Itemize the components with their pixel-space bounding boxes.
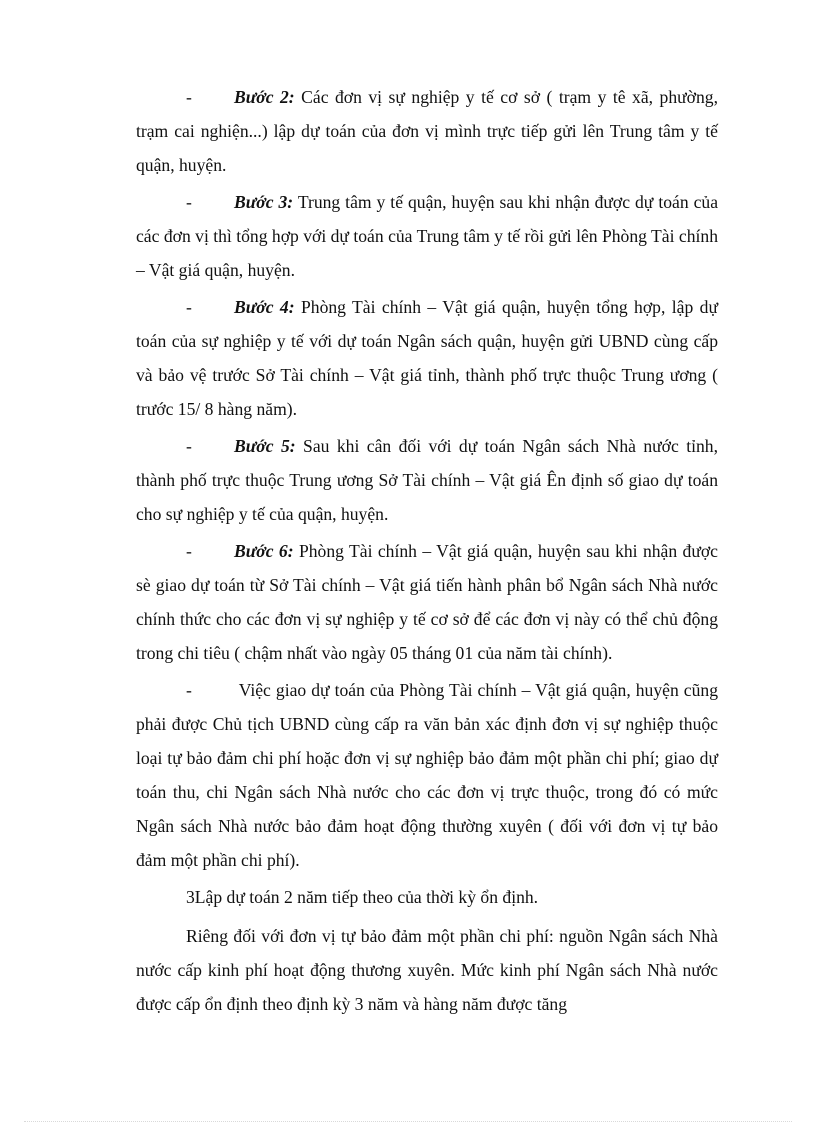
bullet-dash: - [186, 541, 192, 561]
bullet-dash: - [186, 297, 192, 317]
paragraph-step-3 [136, 185, 718, 287]
paragraph-text: Sau khi cân đối với dự toán Ngân sách Nhà nước tỉnh, thành phố trực thuộc Trung ương Sở Tài chính – Vật giá Ên định số giao dự toán cho sự nghiệp y tế của quận, huyện. [136, 436, 718, 524]
step-label: Bước 5: [234, 436, 296, 456]
section-heading: 3Lập dự toán 2 năm tiếp theo của thời kỳ ổn định. [186, 887, 539, 907]
step-label: Bước 6: [234, 541, 294, 561]
step-label: Bước 4: [234, 297, 295, 317]
page-bottom-rule [24, 1121, 792, 1122]
bullet-dash: - [186, 87, 192, 107]
paragraph-step-6 [136, 534, 718, 670]
bullet-dash: - [186, 192, 192, 212]
paragraph-step-4 [136, 290, 718, 426]
paragraph-step-5 [136, 429, 718, 531]
paragraph-text: Việc giao dự toán của Phòng Tài chính – Vật giá quận, huyện cũng phải được Chủ tịch UBND cùng cấp ra văn bản xác định đơn vị sự nghiệp thuộc loại tự bảo đảm chi phí hoặc đơn vị sự nghiệp bảo đảm một phần chi phí; giao dự toán thu, chi Ngân sách Nhà nước cho các đơn vị trực thuộc, trong đó có mức Ngân sách Nhà nước bảo đảm hoạt động thường xuyên ( đối với đơn vị tự bảo đảm một phần chi phí). [136, 680, 718, 870]
paragraph-step-2 [136, 80, 718, 182]
closing-paragraph: Riêng đối với đơn vị tự bảo đảm một phần chi phí: nguồn Ngân sách Nhà nước cấp kinh phí hoạt động thương xuyên. Mức kinh phí Ngân sách Nhà nước được cấp ổn định theo định kỳ 3 năm và hàng năm được tăng [136, 926, 718, 1014]
paragraph-text: Các đơn vị sự nghiệp y tế cơ sở ( trạm y tê xã, phường, trạm cai nghiện...) lập dự toán của đơn vị mình trực tiếp gửi lên Trung tâm y tế quận, huyện. [136, 87, 718, 175]
paragraph-text: Phòng Tài chính – Vật giá quận, huyện tổng hợp, lập dự toán của sự nghiệp y tế với dự toán Ngân sách quận, huyện gửi UBND cùng cấp và bảo vệ trước Sở Tài chính – Vật giá tỉnh, thành phố trực thuộc Trung ương ( trước 15/ 8 hàng năm). [136, 297, 718, 419]
paragraph-assignment [136, 673, 718, 877]
document-page [136, 80, 718, 1026]
bullet-dash: - [186, 436, 192, 456]
bullet-dash: - [186, 680, 192, 700]
paragraph-text: Phòng Tài chính – Vật giá quận, huyện sau khi nhận được sè giao dự toán từ Sở Tài chính – Vật giá tiến hành phân bổ Ngân sách Nhà nước chính thức cho các đơn vị sự nghiệp y tế cơ sở để các đơn vị này có thể chủ động trong chi tiêu ( chậm nhất vào ngày 05 tháng 01 của năm tài chính). [136, 541, 718, 663]
step-label: Bước 3: [234, 192, 294, 212]
step-label: Bước 2: [234, 87, 295, 107]
paragraph-text: Trung tâm y tế quận, huyện sau khi nhận được dự toán của các đơn vị thì tổng hợp với dự toán của Trung tâm y tế rồi gửi lên Phòng Tài chính – Vật giá quận, huyện. [136, 192, 719, 280]
